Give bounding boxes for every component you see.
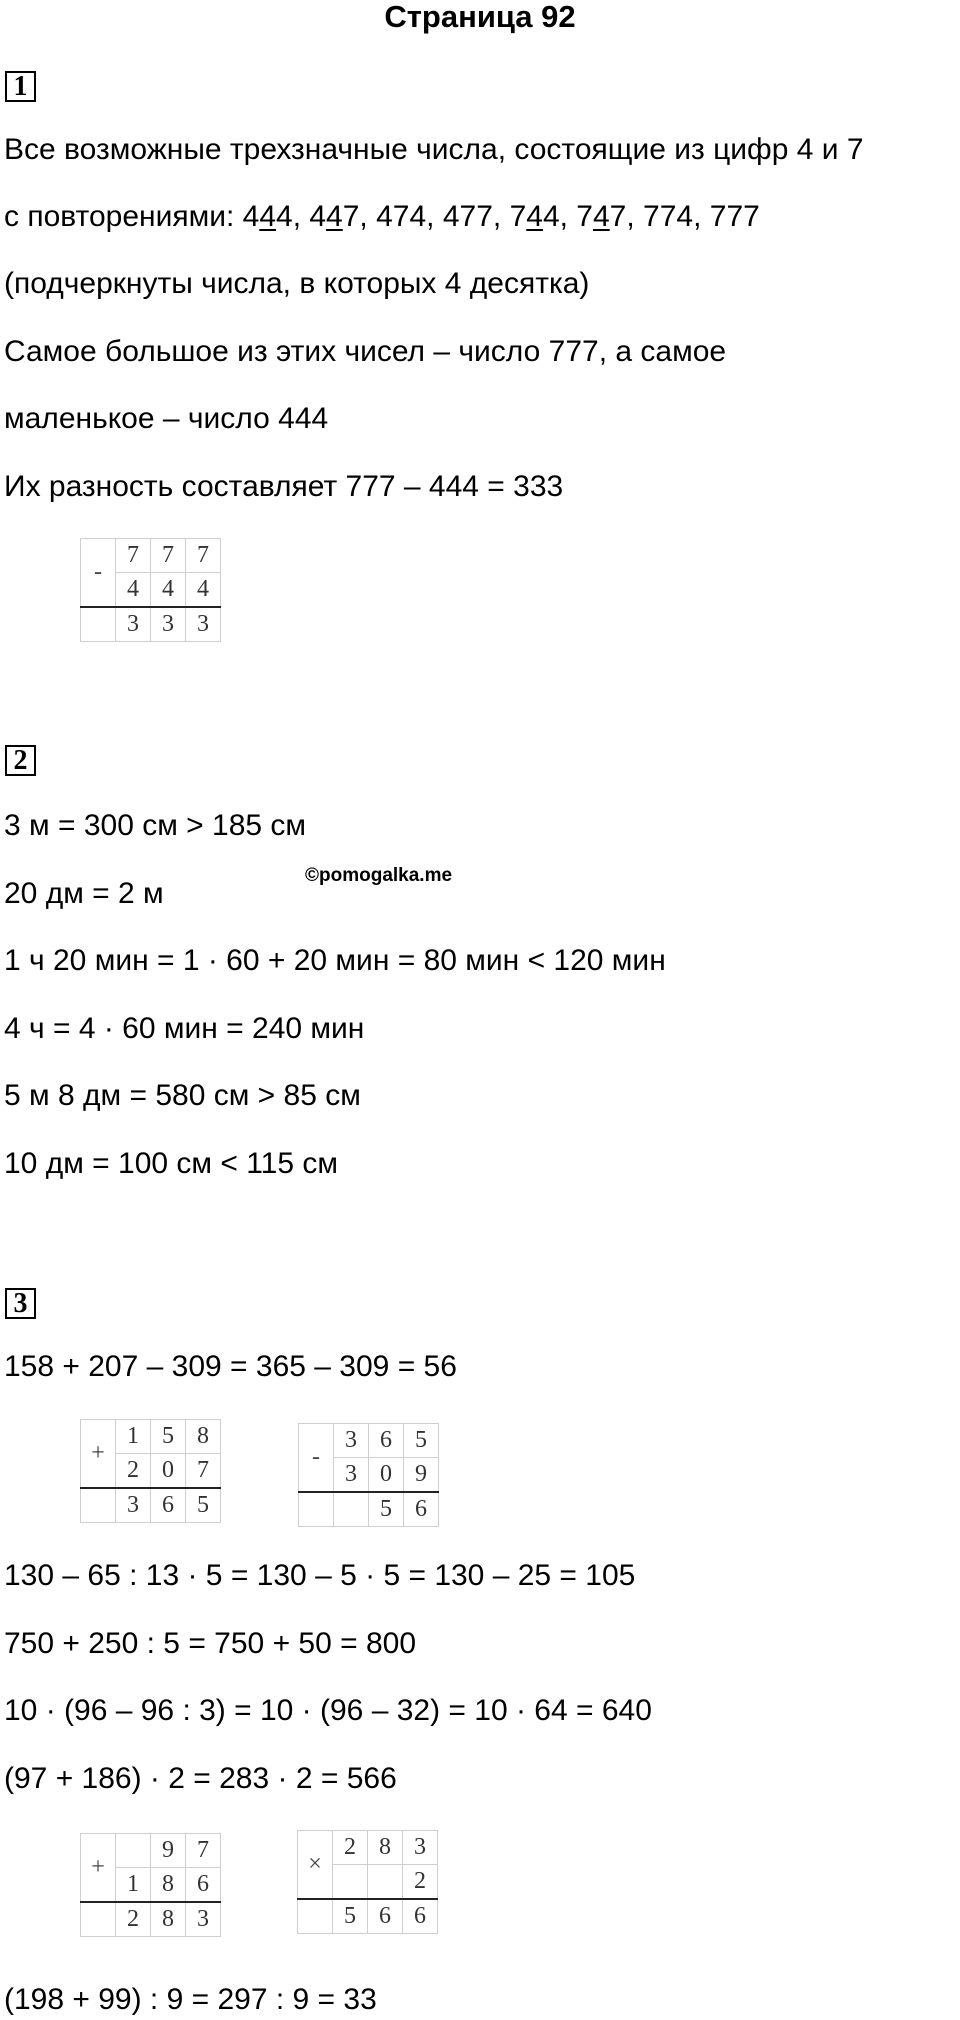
task-2-line-6: 10 дм = 100 см < 115 см bbox=[4, 1147, 339, 1180]
task-3-subtraction-column-b bbox=[298, 1423, 439, 1527]
task-3-line-6: (198 + 99) : 9 = 297 : 9 = 33 bbox=[4, 1983, 377, 2016]
digit-cell: 5 bbox=[369, 1492, 404, 1527]
task-3-addition-column-a bbox=[80, 1419, 221, 1523]
digit-cell: 6 bbox=[369, 1424, 404, 1458]
digit-cell bbox=[116, 1834, 151, 1868]
digit-cell: 3 bbox=[116, 607, 151, 642]
task-1-numbers-line bbox=[4, 199, 760, 235]
digit-cell: 5 bbox=[333, 1899, 368, 1934]
number-item: 474 bbox=[376, 200, 427, 233]
task-3-line-5: (97 + 186) · 2 = 283 · 2 = 566 bbox=[4, 1762, 397, 1795]
task-3-line-3: 750 + 250 : 5 = 750 + 50 = 800 bbox=[4, 1627, 417, 1660]
task-1-line-1: Все возможные трехзначные числа, состоящие из цифр 4 и 7 bbox=[4, 133, 864, 166]
number-item: 477 bbox=[442, 200, 493, 233]
digit-cell: 6 bbox=[404, 1492, 439, 1527]
operator-sign: - bbox=[299, 1424, 334, 1493]
digit-cell: 8 bbox=[151, 1902, 186, 1937]
operator-sign: + bbox=[81, 1420, 116, 1489]
task-1-line-4: Самое большое из этих чисел – число 777, а самое bbox=[4, 335, 727, 368]
digit-cell: 8 bbox=[151, 1868, 186, 1903]
task-2-line-3: 1 ч 20 мин = 1 · 60 + 20 мин = 80 мин < 120 мин bbox=[4, 944, 666, 977]
digit-cell: 4 bbox=[186, 573, 221, 608]
digit-cell: 9 bbox=[151, 1834, 186, 1868]
digit-cell: 7 bbox=[116, 539, 151, 573]
digit-cell bbox=[368, 1865, 403, 1900]
digit-cell: 8 bbox=[368, 1831, 403, 1865]
digit-cell: 3 bbox=[186, 607, 221, 642]
digit-cell: 2 bbox=[116, 1454, 151, 1489]
task-2-line-4: 4 ч = 4 · 60 мин = 240 мин bbox=[4, 1012, 365, 1045]
task-1-line-5: маленькое – число 444 bbox=[4, 402, 329, 435]
digit-cell: 6 bbox=[368, 1899, 403, 1934]
number-item: 774 bbox=[643, 200, 694, 233]
digit-cell: 1 bbox=[116, 1868, 151, 1903]
task-2-number: 2 bbox=[5, 745, 36, 776]
task-3-addition-column-c bbox=[80, 1833, 221, 1937]
empty-cell bbox=[81, 1902, 116, 1937]
task-3-line-1: 158 + 207 – 309 = 365 – 309 = 56 bbox=[4, 1350, 457, 1383]
digit-cell: 3 bbox=[116, 1488, 151, 1523]
digit-cell: 3 bbox=[334, 1424, 369, 1458]
task-1-line-3: (подчеркнуты числа, в которых 4 десятка) bbox=[4, 267, 590, 300]
number-item: 747 bbox=[576, 200, 627, 233]
digit-cell: 3 bbox=[403, 1831, 438, 1865]
digit-cell: 5 bbox=[404, 1424, 439, 1458]
digit-cell: 8 bbox=[186, 1420, 221, 1454]
task-2-line-5: 5 м 8 дм = 580 см > 85 см bbox=[4, 1079, 361, 1112]
digit-cell: 5 bbox=[151, 1420, 186, 1454]
digit-cell: 6 bbox=[403, 1899, 438, 1934]
page-title: Страница 92 bbox=[384, 0, 576, 34]
empty-cell bbox=[298, 1899, 333, 1934]
task-2-line-1: 3 м = 300 см > 185 см bbox=[4, 809, 307, 842]
digit-cell: 3 bbox=[186, 1902, 221, 1937]
task-3-line-2: 130 – 65 : 13 · 5 = 130 – 5 · 5 = 130 – 25 = 105 bbox=[4, 1559, 636, 1592]
digit-cell: 7 bbox=[186, 539, 221, 573]
digit-cell: 9 bbox=[404, 1458, 439, 1493]
digit-cell: 4 bbox=[116, 573, 151, 608]
task-1-numbers-prefix: с повторениями: bbox=[4, 200, 243, 233]
digit-cell: 7 bbox=[151, 539, 186, 573]
digit-cell: 2 bbox=[116, 1902, 151, 1937]
operator-sign: - bbox=[81, 539, 116, 608]
operator-sign: + bbox=[81, 1834, 116, 1903]
task-1-number: 1 bbox=[5, 71, 36, 102]
digit-cell: 0 bbox=[151, 1454, 186, 1489]
operator-sign: × bbox=[298, 1831, 333, 1900]
empty-cell bbox=[299, 1492, 334, 1527]
task-1-subtraction-column bbox=[80, 538, 221, 642]
task-1-line-6: Их разность составляет 777 – 444 = 333 bbox=[4, 470, 564, 503]
digit-cell: 5 bbox=[186, 1488, 221, 1523]
digit-cell: 3 bbox=[334, 1458, 369, 1493]
digit-cell: 1 bbox=[116, 1420, 151, 1454]
number-item: 447 bbox=[309, 200, 360, 233]
task-3-multiplication-column-d bbox=[297, 1830, 438, 1934]
number-item: 444 bbox=[242, 200, 293, 233]
empty-cell bbox=[81, 1488, 116, 1523]
digit-cell bbox=[333, 1865, 368, 1900]
digit-cell: 6 bbox=[151, 1488, 186, 1523]
number-item: 744 bbox=[509, 200, 560, 233]
empty-cell bbox=[81, 607, 116, 642]
digit-cell: 0 bbox=[369, 1458, 404, 1493]
digit-cell: 4 bbox=[151, 573, 186, 608]
digit-cell: 2 bbox=[403, 1865, 438, 1900]
number-item: 777 bbox=[709, 200, 760, 233]
digit-cell: 2 bbox=[333, 1831, 368, 1865]
task-3-line-4: 10 · (96 – 96 : 3) = 10 · (96 – 32) = 10 · 64 = 640 bbox=[4, 1694, 652, 1727]
task-1-numbers-list: 444, 447, 474, 477, 744, 747, 774, 777 bbox=[242, 200, 760, 233]
digit-cell: 6 bbox=[186, 1868, 221, 1903]
digit-cell: 7 bbox=[186, 1454, 221, 1489]
digit-cell bbox=[334, 1492, 369, 1527]
digit-cell: 7 bbox=[186, 1834, 221, 1868]
task-2-line-2: 20 дм = 2 м bbox=[4, 877, 164, 910]
watermark: ©pomogalka.me bbox=[305, 865, 453, 886]
digit-cell: 3 bbox=[151, 607, 186, 642]
task-3-number: 3 bbox=[5, 1288, 36, 1319]
